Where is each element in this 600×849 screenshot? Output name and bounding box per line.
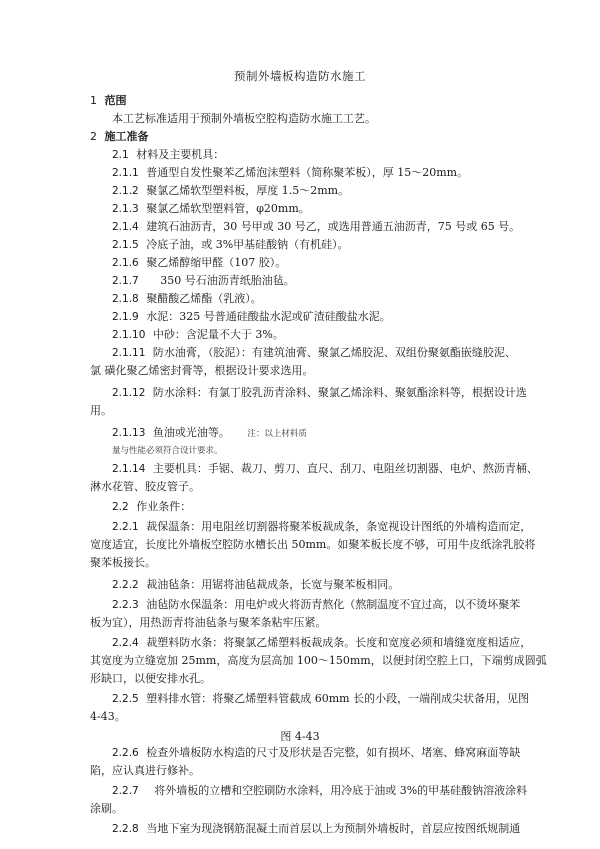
footnote-continuation: 量与性能必须符合设计要求。 <box>112 446 223 456</box>
figure-caption: 图 4-43 <box>280 730 320 743</box>
list-item: 2.2.2 裁油毡条：用锯将油毡裁成条，长宽与聚苯板相同。 <box>112 578 400 591</box>
list-item: 2.1.13 鱼油或光油等。 注：以上材料质 <box>112 426 307 439</box>
list-item-continuation: 板为宜），用热沥青将油毡条与聚苯条粘牢压紧。 <box>90 616 327 629</box>
list-item: 2.2.1 裁保温条：用电阻丝切割器将聚苯板裁成条，条宽视设计图纸的外墙构造而定， <box>112 520 532 533</box>
list-item: 2.1.14 主要机具：手锯、裁刀、剪刀、直尺、刮刀、电阻丝切割器、电炉、熬沥青桶、 <box>112 462 538 475</box>
list-item: 2.1.2 聚氯乙烯软型塑料板，厚度 1.5～2mm。 <box>112 184 350 197</box>
list-item-continuation: 陷，应认真进行修补。 <box>90 764 200 777</box>
section-number: 1 <box>90 94 97 107</box>
list-item: 2.1.1 普通型自发性聚苯乙烯泡沫塑料（简称聚苯板），厚 15～20mm。 <box>112 166 469 179</box>
list-item: 2.1.9 水泥：325 号普通硅酸盐水泥或矿渣硅酸盐水泥。 <box>112 310 391 323</box>
list-item: 2.2.8 当地下室为现浇钢筋混凝土而首层以上为预制外墙板时，首层应按图纸规制通 <box>112 822 521 835</box>
list-item: 2.1 材料及主要机具： <box>112 148 225 161</box>
section-number: 2 <box>90 130 97 143</box>
list-item: 2.2.7 将外墙板的立槽和空腔刷防水涂料，用冷底于油或 3%的甲基硅酸钠溶液涂料 <box>112 784 528 797</box>
list-item: 2.2.5 塑料排水管：将聚乙烯塑料管截成 60mm 长的小段，一端削成尖状备用，见图 <box>112 692 530 705</box>
list-item-continuation: 用。 <box>90 404 112 417</box>
list-item: 2.2.3 油毡防水保温条：用电炉或火将沥青熬化（熬制温度不宜过高，以不烫坏聚苯 <box>112 598 521 611</box>
list-item: 2.1.3 聚氯乙烯软型塑料管，φ20mm。 <box>112 202 310 215</box>
document-title: 预制外墙板构造防水施工 <box>234 69 366 83</box>
list-item: 2.1.7 350 号石油沥青纸胎油毡。 <box>112 274 295 287</box>
list-item: 2.1.12 防水涂料：有氯丁胶乳沥青涂料、聚氯乙烯涂料、聚氨酯涂料等，根据设计选 <box>112 386 527 399</box>
section-2-heading <box>90 130 149 144</box>
list-item: 2.1.6 聚乙烯醇缩甲醛（107 胶）。 <box>112 256 287 269</box>
list-item-continuation: 涂刷。 <box>90 802 123 815</box>
list-item: 2.2.6 检查外墙板防水构造的尺寸及形状是否完整，如有损坏、堵塞、蜂窝麻面等缺 <box>112 746 521 759</box>
section-1-heading <box>90 94 127 108</box>
paragraph: 本工艺标准适用于预制外墙板空腔构造防水施工工艺。 <box>112 112 376 125</box>
list-item-continuation: 宽度适宜，长度比外墙板空腔防水槽长出 50mm。如聚苯板长度不够，可用牛皮纸涂乳胶将 <box>90 538 536 551</box>
list-item-continuation: 氯 磺化聚乙烯密封膏等，根据设计要求选用。 <box>90 364 314 377</box>
list-item-continuation: 4-43。 <box>90 710 126 723</box>
list-item: 2.1.10 中砂：含泥量不大于 3%。 <box>112 328 284 341</box>
list-item: 2.2.4 裁塑料防水条：将聚氯乙烯塑料板裁成条。长度和宽度必须和墙缝宽度相适应， <box>112 636 532 649</box>
list-item: 2.2 作业条件： <box>112 500 192 513</box>
list-item-continuation: 淋水花管、胶皮管子。 <box>90 480 200 493</box>
list-item-continuation: 形缺口，以便安排水孔。 <box>90 672 211 685</box>
list-item: 2.1.11 防水油膏，（胶泥）：有建筑油膏、聚氯乙烯胶泥、双组份聚氨酯嵌缝胶泥、 <box>112 346 516 359</box>
list-item: 2.1.4 建筑石油沥青，30 号甲或 30 号乙，或选用普通五油沥青，75 号或 65 号。 <box>112 220 521 233</box>
list-item-continuation: 其宽度为立缝宽加 25mm，高度为层高加 100～150mm，以便封闭空腔上口，下端剪成圆弧 <box>90 654 547 667</box>
list-item: 2.1.8 聚醋酸乙烯酯（乳液）。 <box>112 292 262 305</box>
list-item: 2.1.5 冷底子油，或 3%甲基硅酸钠（有机硅）。 <box>112 238 349 251</box>
list-item-continuation: 聚苯板接长。 <box>90 556 156 569</box>
section-title: 施工准备 <box>104 130 149 143</box>
footnote: 注：以上材料质 <box>247 429 307 439</box>
section-title: 范围 <box>104 94 127 107</box>
